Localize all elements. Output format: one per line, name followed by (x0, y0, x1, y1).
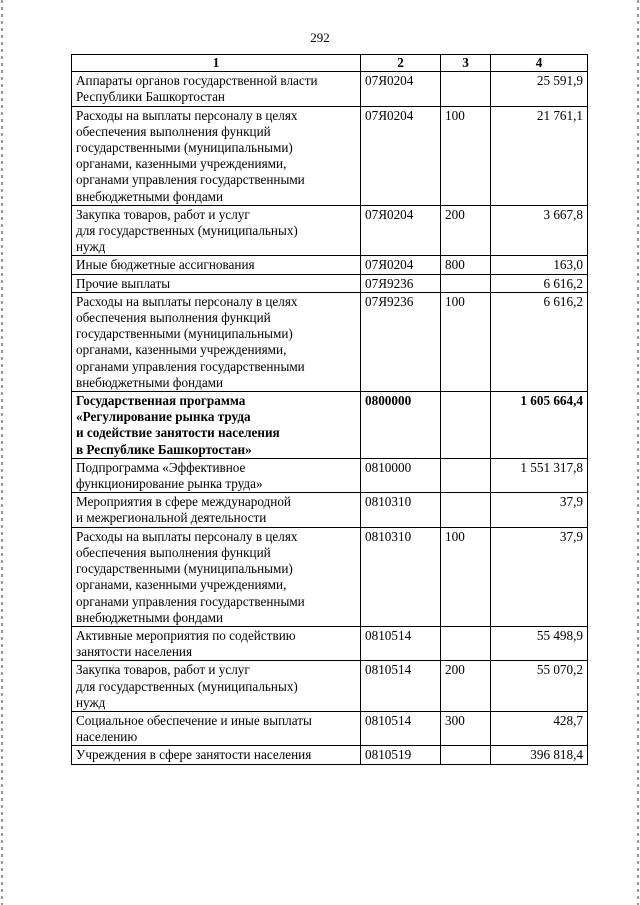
cell-kind: 100 (441, 527, 491, 626)
table-row (72, 711, 588, 745)
cell-code: 07Я9236 (361, 292, 441, 391)
cell-name-line: обеспечения выполнения функций (76, 310, 271, 326)
cell-code: 0810310 (361, 493, 441, 527)
cell-code: 07Я0204 (361, 205, 441, 256)
table-row (72, 106, 588, 205)
cell-sum: 6 616,2 (491, 292, 588, 391)
cell-name (72, 493, 361, 527)
cell-code: 0810514 (361, 626, 441, 660)
cell-name-line: Иные бюджетные ассигнования (76, 257, 255, 273)
cell-name-line: органами, казенными учреждениями, (76, 577, 287, 593)
cell-name-line: Мероприятия в сфере международной (76, 494, 291, 510)
cell-kind (441, 274, 491, 292)
cell-kind: 300 (441, 711, 491, 745)
table-row (72, 256, 588, 274)
cell-name-line: государственными (муниципальными) (76, 561, 293, 577)
cell-code: 0810519 (361, 746, 441, 764)
cell-name-line: для государственных (муниципальных) (76, 223, 298, 239)
cell-sum: 55 498,9 (491, 626, 588, 660)
cell-name-line: Закупка товаров, работ и услуг (76, 206, 250, 222)
cell-name-line: Республики Башкортостан (76, 89, 225, 105)
table-row (72, 527, 588, 626)
cell-name-line: Социальное обеспечение и иные выплаты (76, 712, 312, 728)
scan-edge-left (1, 0, 3, 905)
cell-name (72, 711, 361, 745)
cell-name-line: занятости населения (76, 644, 193, 660)
cell-name-line: населению (76, 729, 138, 745)
cell-code: 0810000 (361, 458, 441, 492)
scan-edge-right (637, 0, 639, 905)
cell-name-line: обеспечения выполнения функций (76, 544, 271, 560)
page-number: 292 (310, 30, 330, 45)
cell-code: 0800000 (361, 392, 441, 459)
cell-name-line: и содействие занятости населения (76, 425, 280, 441)
table-row (72, 392, 588, 459)
cell-name-line: функционирование рынка труда» (76, 476, 263, 492)
table-row (72, 205, 588, 256)
header-cell-code: 2 (361, 55, 441, 72)
header-cell-sum: 4 (491, 55, 588, 72)
budget-table (71, 54, 588, 765)
header-cell-name: 1 (72, 55, 361, 72)
cell-name-line: органами, казенными учреждениями, (76, 342, 287, 358)
cell-sum: 1 605 664,4 (491, 392, 588, 459)
table-row (72, 661, 588, 712)
cell-name (72, 72, 361, 106)
cell-code: 07Я9236 (361, 274, 441, 292)
cell-name-line: Прочие выплаты (76, 275, 171, 291)
table-row (72, 493, 588, 527)
cell-name (72, 746, 361, 764)
cell-name-line: Расходы на выплаты персоналу в целях (76, 528, 298, 544)
cell-name-line: Расходы на выплаты персоналу в целях (76, 293, 298, 309)
cell-code: 0810514 (361, 711, 441, 745)
cell-kind: 100 (441, 106, 491, 205)
cell-name (72, 292, 361, 391)
cell-kind (441, 458, 491, 492)
cell-name-line: обеспечения выполнения функций (76, 123, 271, 139)
cell-name-line: для государственных (муниципальных) (76, 678, 298, 694)
cell-code: 07Я0204 (361, 72, 441, 106)
cell-name-line: органами управления государственными (76, 358, 305, 374)
cell-name-line: внебюджетными фондами (76, 374, 224, 390)
cell-name-line: внебюджетными фондами (76, 609, 224, 625)
cell-name (72, 458, 361, 492)
cell-name-line: государственными (муниципальными) (76, 140, 293, 156)
cell-name-line: «Регулирование рынка труда (76, 409, 251, 425)
cell-name-line: Подпрограмма «Эффективное (76, 459, 246, 475)
cell-name-line: Расходы на выплаты персоналу в целях (76, 107, 298, 123)
table-header-row (72, 55, 588, 72)
cell-name (72, 274, 361, 292)
cell-sum: 163,0 (491, 256, 588, 274)
table-body (72, 72, 588, 764)
cell-name-line: и межрегиональной деятельности (76, 510, 267, 526)
cell-name (72, 106, 361, 205)
cell-kind: 200 (441, 661, 491, 712)
table-row (72, 72, 588, 106)
cell-sum: 396 818,4 (491, 746, 588, 764)
cell-name (72, 626, 361, 660)
cell-name-line: Аппараты органов государственной власти (76, 73, 318, 89)
cell-code: 07Я0204 (361, 106, 441, 205)
cell-sum: 1 551 317,8 (491, 458, 588, 492)
cell-name (72, 256, 361, 274)
cell-name-line: Государственная программа (76, 393, 246, 409)
cell-kind: 100 (441, 292, 491, 391)
cell-name-line: государственными (муниципальными) (76, 326, 293, 342)
cell-sum: 37,9 (491, 527, 588, 626)
cell-name-line: нужд (76, 694, 106, 710)
table-row (72, 292, 588, 391)
cell-name-line: нужд (76, 239, 106, 255)
cell-name-line: в Республике Башкортостан» (76, 441, 252, 457)
table-row (72, 626, 588, 660)
cell-code: 0810310 (361, 527, 441, 626)
header-cell-kind: 3 (441, 55, 491, 72)
cell-name-line: органами управления государственными (76, 593, 305, 609)
cell-kind (441, 746, 491, 764)
cell-kind (441, 626, 491, 660)
cell-code: 07Я0204 (361, 256, 441, 274)
table-row (72, 746, 588, 764)
table-row (72, 274, 588, 292)
cell-sum: 25 591,9 (491, 72, 588, 106)
cell-kind (441, 72, 491, 106)
cell-sum: 55 070,2 (491, 661, 588, 712)
cell-kind (441, 493, 491, 527)
cell-kind: 800 (441, 256, 491, 274)
cell-kind: 200 (441, 205, 491, 256)
cell-name-line: внебюджетными фондами (76, 188, 224, 204)
cell-kind (441, 392, 491, 459)
cell-name-line: органами, казенными учреждениями, (76, 156, 287, 172)
cell-sum: 6 616,2 (491, 274, 588, 292)
cell-name-line: Активные мероприятия по содействию (76, 627, 296, 643)
cell-name (72, 527, 361, 626)
cell-sum: 21 761,1 (491, 106, 588, 205)
cell-name-line: органами управления государственными (76, 172, 305, 188)
cell-sum: 37,9 (491, 493, 588, 527)
cell-name (72, 205, 361, 256)
cell-name-line: Учреждения в сфере занятости населения (76, 747, 312, 763)
cell-code: 0810514 (361, 661, 441, 712)
cell-name (72, 392, 361, 459)
table-row (72, 458, 588, 492)
cell-sum: 3 667,8 (491, 205, 588, 256)
cell-name (72, 661, 361, 712)
cell-name-line: Закупка товаров, работ и услуг (76, 662, 250, 678)
cell-sum: 428,7 (491, 711, 588, 745)
